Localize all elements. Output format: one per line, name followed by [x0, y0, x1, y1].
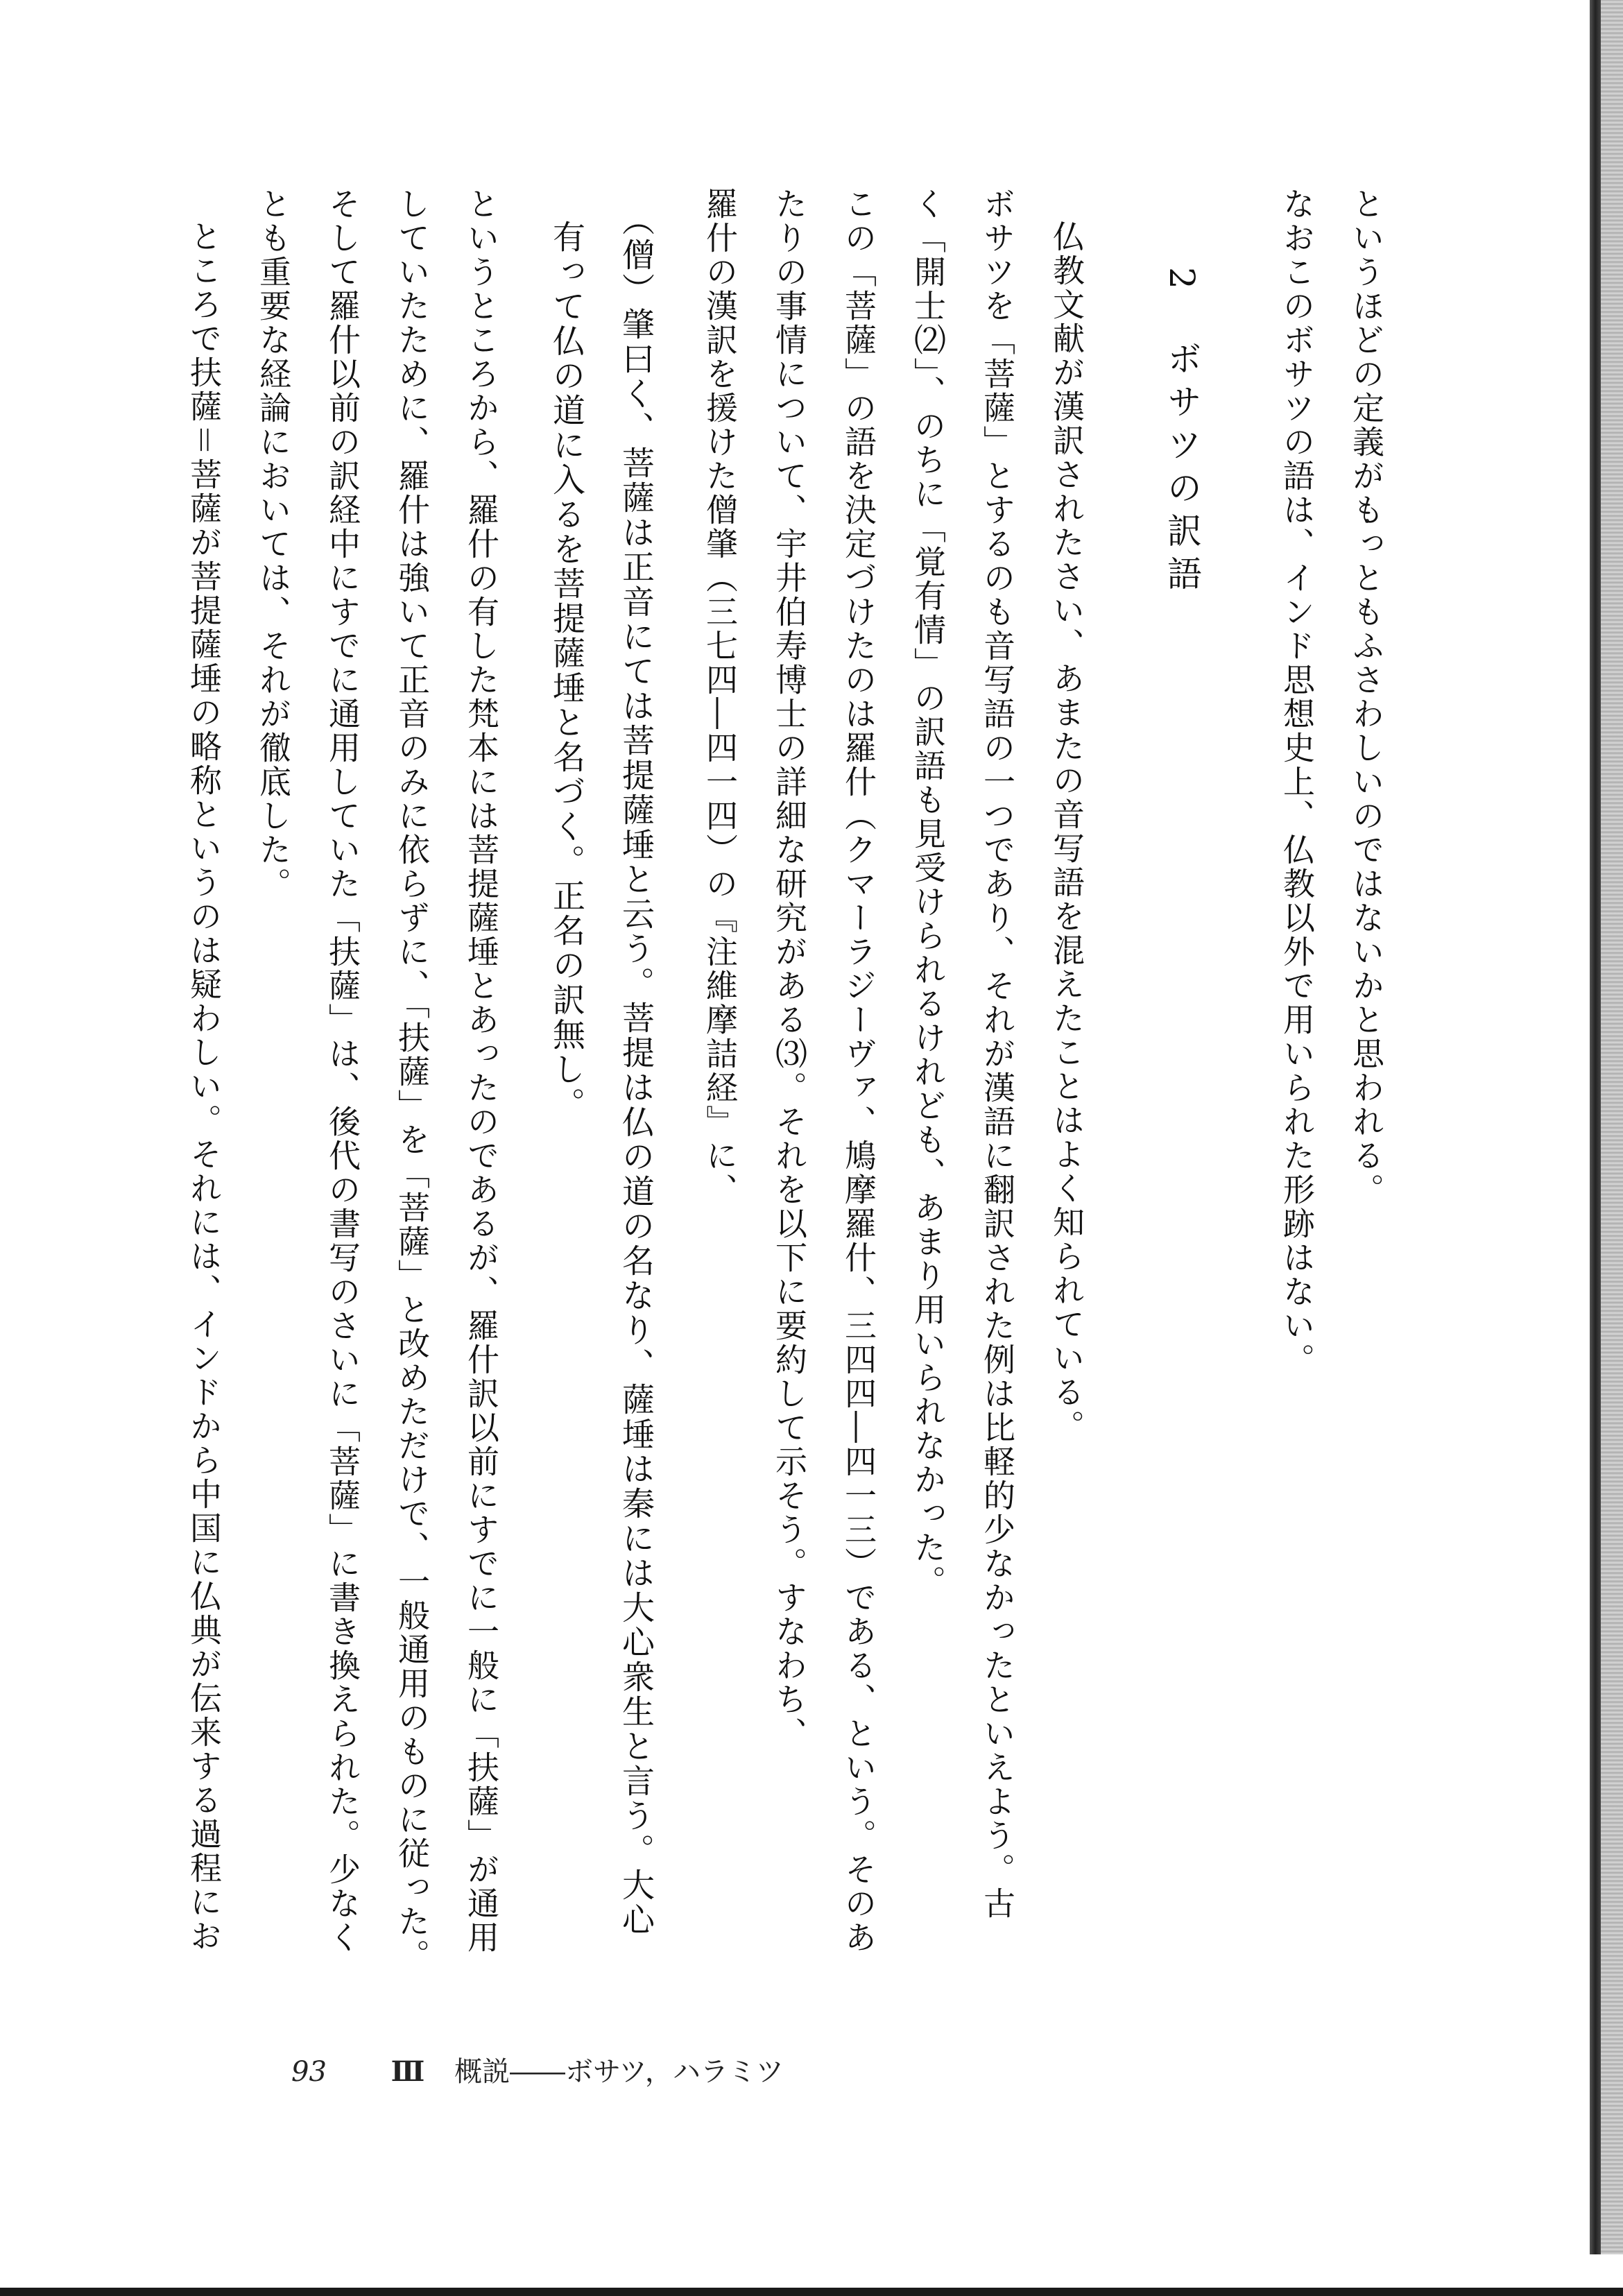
chapter-numeral: Ⅲ — [390, 2055, 425, 2088]
text-column: 仏教文献が漢訳されたさい、あまたの音写語を混えたことはよく知られている。 — [1048, 220, 1085, 1443]
text-column: 羅什の漢訳を援けた僧肇（三七四―四一四）の『注維摩詰経』に、 — [701, 187, 739, 1207]
text-column: なおこのボサツの語は、インド思想史上、仏教以外で用いられた形跡はない。 — [1278, 187, 1316, 1377]
vertical-text-body — [169, 187, 1401, 1973]
page-footer — [291, 2050, 784, 2089]
quoted-passage: 有って仏の道に入るを菩提薩埵と名づく。正名の訳無し。 — [547, 220, 585, 1122]
text-column: ボサツを「菩薩」とするのも音写語の一つであり、それが漢語に翻訳された例は比軽的少なかったといえよう。古 — [979, 187, 1016, 1921]
column-gap — [1101, 187, 1147, 1963]
text-column: というほどの定義がもっともふさわしいのではないかと思われる。 — [1348, 187, 1385, 1207]
text-column: この「菩薩」の語を決定づけたのは羅什（クマーラジーヴァ、鳩摩羅什、三四四―四一三）である、という。そのあ — [840, 187, 877, 1955]
text-column: というところから、羅什の有した梵本には菩提薩埵とあったのであるが、羅什訳以前にすでに一般に「扶薩」が通用 — [463, 187, 500, 1955]
book-spine-edge — [1590, 0, 1601, 2254]
scan-bottom-border — [0, 2288, 1623, 2296]
column-gap — [670, 187, 685, 1963]
page-number: 93 — [291, 2056, 327, 2088]
quoted-passage: （僧）肇曰く、菩薩は正音にては菩提薩埵と云う。菩提は仏の道の名なり、薩埵は秦には大心衆生と言う。大心 — [617, 203, 655, 1937]
running-title: 概説――ボサツ，ハラミツ — [454, 2056, 784, 2088]
section-heading: 2 ボサツの訳語 — [1162, 267, 1202, 599]
text-column: く「開士⑵」、のちに「覚有情」の訳語も見受けられるけれども、あまり用いられなかった。 — [909, 187, 947, 1599]
column-gap — [1217, 187, 1262, 1963]
page-edge-texture — [1601, 0, 1623, 2254]
text-column: たりの事情について、宇井伯寿博士の詳細な研究がある⑶。それを以下に要約して示そう。すなわち、 — [771, 187, 808, 1751]
text-column: ところで扶薩＝菩薩が菩提薩埵の略称というのは疑わしい。それには、インドから中国に仏典が伝来する過程にお — [185, 220, 223, 1953]
column-gap — [516, 187, 531, 1963]
text-column: そして羅什以前の訳経中にすでに通用していた「扶薩」は、後代の書写のさいに「菩薩」に書き換えられた。少なく — [324, 187, 361, 1955]
text-column: していたために、羅什は強いて正音のみに依らずに、「扶薩」を「菩薩」と改めただけで、一般通用のものに従った。 — [393, 187, 431, 1973]
text-column: とも重要な経論においては、それが徹底した。 — [255, 187, 292, 901]
